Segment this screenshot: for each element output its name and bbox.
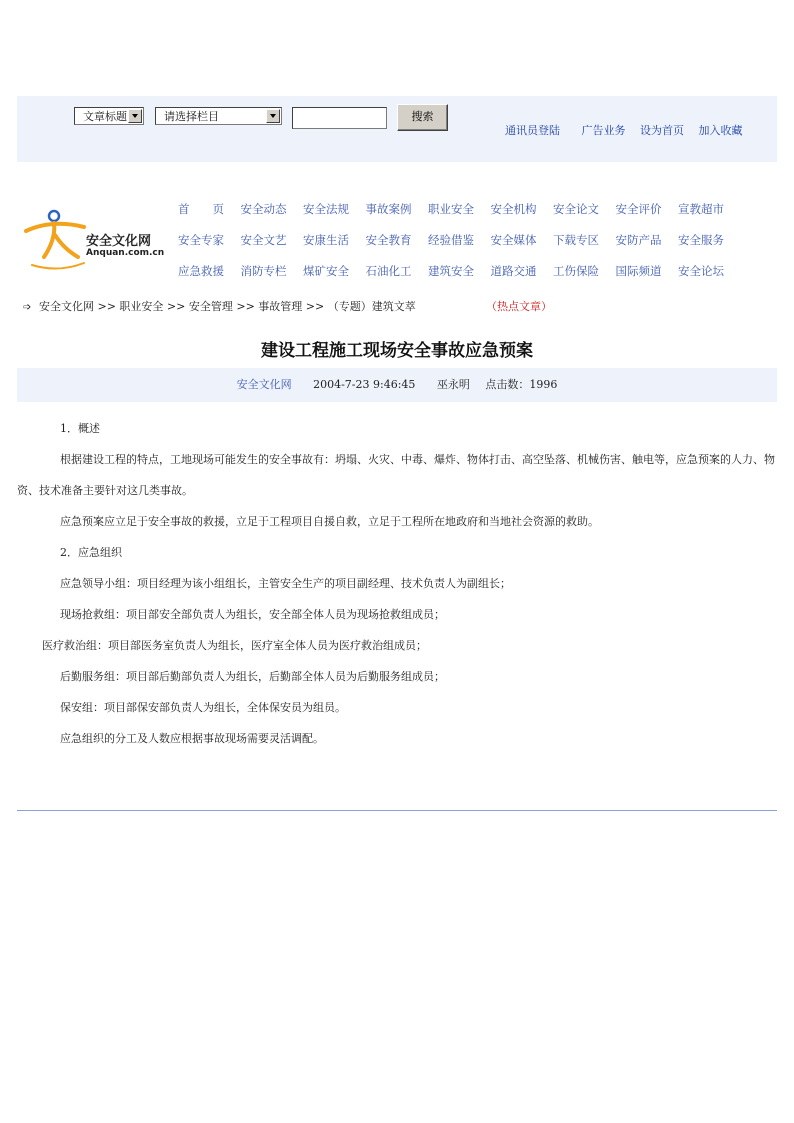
nav-item-international[interactable]: 国际频道 — [615, 264, 662, 278]
paragraph: 应急组织的分工及人数应根据事故现场需要灵活调配。 — [60, 732, 324, 745]
chevron-down-icon[interactable] — [266, 109, 280, 123]
search-type-select[interactable] — [74, 107, 144, 125]
paragraph: 应急预案应立足于安全事故的救援，立足于工程项目自援自救，立足于工程所在地政府和当地社会资源的救助。 — [60, 515, 599, 528]
nav-item-home[interactable]: 首 页 — [178, 202, 224, 216]
paragraph: 后勤服务组：项目部后勤部负责人为组长，后勤部全体人员为后勤服务组成员； — [60, 670, 445, 683]
nav-item-services[interactable]: 安全服务 — [678, 233, 724, 247]
nav-row — [178, 263, 741, 294]
paragraph: 现场抢救组：项目部安全部负责人为组长，安全部全体人员为现场抢救组成员； — [60, 608, 445, 621]
main-nav — [178, 201, 741, 294]
nav-item-mining[interactable]: 煤矿安全 — [303, 264, 349, 278]
meta-datetime: 2004-7-23 9:46:45 — [313, 378, 416, 391]
nav-item-experience[interactable]: 经验借鉴 — [428, 233, 474, 247]
nav-item-fire[interactable]: 消防专栏 — [240, 264, 287, 278]
paragraph: 1．概述 — [60, 422, 100, 435]
paragraph: 医疗救治组：项目部医务室负责人为组长，医疗室全体人员为医疗救治组成员； — [42, 639, 427, 652]
logo-name: 安全文化网 — [86, 234, 152, 249]
nav-item-emergency[interactable]: 应急救援 — [178, 264, 224, 278]
nav-item-life[interactable]: 安康生活 — [303, 233, 349, 247]
nav-item-laws[interactable]: 安全法规 — [303, 202, 349, 216]
nav-item-evaluation[interactable]: 安全评价 — [615, 202, 662, 216]
nav-row — [178, 232, 741, 263]
nav-item-construction[interactable]: 建筑安全 — [428, 264, 474, 278]
nav-item-occupational[interactable]: 职业安全 — [428, 202, 474, 216]
link-reporter-login[interactable]: 通讯员登陆 — [505, 124, 560, 137]
search-input[interactable] — [292, 107, 387, 129]
divider — [17, 810, 777, 811]
logo-domain: Anquan.com.cn — [86, 248, 165, 258]
site-logo[interactable] — [22, 205, 172, 275]
paragraph: 根据建设工程的特点，工地现场可能发生的安全事故有：坍塌、火灾、中毒、爆炸、物体打击、高空坠落、机械伤害、触电等，应急预案的人力、物资、技术准备主要针对这几类事故。 — [17, 453, 775, 497]
nav-item-cases[interactable]: 事故案例 — [365, 202, 412, 216]
nav-item-shop[interactable]: 宣教超市 — [678, 202, 724, 216]
link-add-favorite[interactable]: 加入收藏 — [698, 124, 743, 137]
nav-item-news[interactable]: 安全动态 — [240, 202, 287, 216]
nav-item-products[interactable]: 安防产品 — [615, 233, 662, 247]
nav-item-education[interactable]: 安全教育 — [365, 233, 412, 247]
top-links — [505, 122, 754, 138]
nav-item-media[interactable]: 安全媒体 — [490, 233, 537, 247]
breadcrumb — [23, 298, 416, 314]
link-advertising[interactable]: 广告业务 — [581, 124, 626, 137]
paragraph: 应急领导小组：项目经理为该小组组长，主管安全生产的项目副经理、技术负责人为副组长； — [60, 577, 511, 590]
article-body — [17, 413, 777, 754]
search-category-select[interactable] — [155, 107, 282, 125]
nav-item-traffic[interactable]: 道路交通 — [490, 264, 537, 278]
nav-item-downloads[interactable]: 下载专区 — [553, 233, 599, 247]
meta-site[interactable]: 安全文化网 — [236, 378, 292, 391]
search-type-value: 文章标题 — [83, 110, 127, 123]
paragraph: 保安组：项目部保安部负责人为组长，全体保安员为组员。 — [60, 701, 346, 714]
breadcrumb-path[interactable]: 安全文化网 >> 职业安全 >> 安全管理 >> 事故管理 >> （专题）建筑文萃 — [39, 300, 416, 313]
article-title: 建设工程施工现场安全事故应急预案 — [261, 341, 533, 361]
nav-item-insurance[interactable]: 工伤保险 — [553, 264, 599, 278]
meta-author: 巫永明 — [436, 378, 470, 391]
nav-item-petrochem[interactable]: 石油化工 — [365, 264, 412, 278]
paragraph: 2．应急组织 — [60, 546, 122, 559]
nav-row — [178, 201, 741, 232]
nav-item-agencies[interactable]: 安全机构 — [490, 202, 537, 216]
link-set-homepage[interactable]: 设为首页 — [640, 124, 684, 137]
nav-item-experts[interactable]: 安全专家 — [178, 233, 224, 247]
nav-item-papers[interactable]: 安全论文 — [553, 202, 599, 216]
search-button[interactable]: 搜索 — [397, 104, 448, 131]
nav-item-forum[interactable]: 安全论坛 — [678, 264, 724, 278]
article-meta — [17, 368, 777, 402]
chevron-down-icon[interactable] — [128, 109, 142, 123]
nav-item-arts[interactable]: 安全文艺 — [240, 233, 287, 247]
search-category-value: 请选择栏目 — [164, 110, 219, 123]
meta-hits: 点击数：1996 — [485, 378, 558, 391]
hot-articles-link[interactable]: （热点文章） — [486, 300, 552, 313]
arrow-right-icon: ➩ — [23, 302, 32, 313]
search-bar — [17, 96, 777, 162]
